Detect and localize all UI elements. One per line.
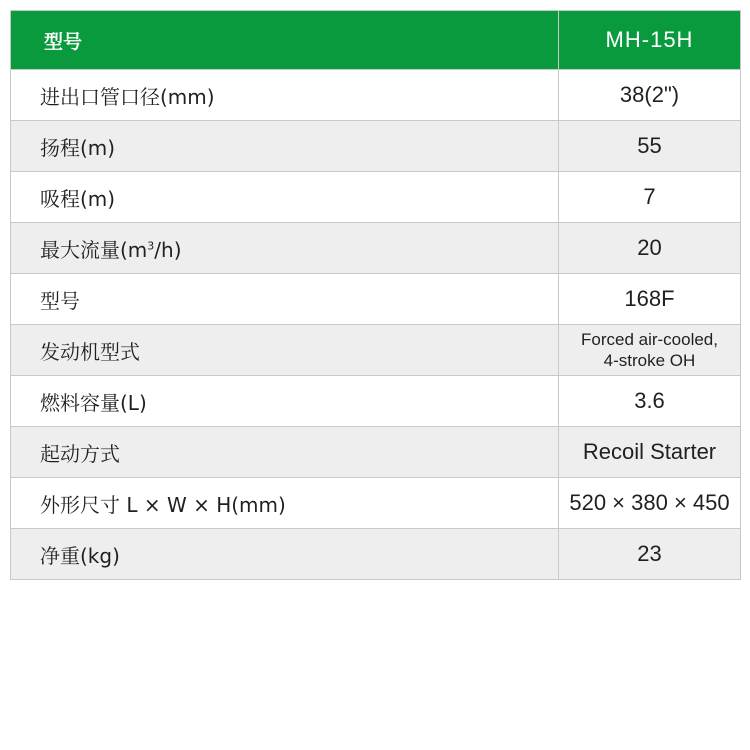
row-label-engine-model: 型号 (11, 274, 559, 325)
table-row (11, 529, 741, 580)
row-value-fuel-capacity: 3.6 (559, 376, 741, 427)
row-label-fuel-capacity: 燃料容量(L) (11, 376, 559, 427)
table-row (11, 376, 741, 427)
row-label-inlet-diameter: 进出口管口径(mm) (11, 70, 559, 121)
table-row (11, 274, 741, 325)
table-row (11, 223, 741, 274)
header-label: 型号 (11, 11, 559, 70)
max-flow-label-pre: 最大流量(m (40, 237, 148, 262)
row-value-start-method: Recoil Starter (559, 427, 741, 478)
row-label-max-flow (11, 223, 559, 274)
row-label-head: 扬程(m) (11, 121, 559, 172)
row-value-dimensions: 520 × 380 × 450 (559, 478, 741, 529)
row-label-suction: 吸程(m) (11, 172, 559, 223)
row-value-engine-type (559, 325, 741, 376)
row-label-start-method: 起动方式 (11, 427, 559, 478)
row-value-inlet-diameter: 38(2") (559, 70, 741, 121)
table-row (11, 70, 741, 121)
engine-type-line1: Forced air-cooled, (580, 330, 718, 349)
row-value-max-flow: 20 (559, 223, 741, 274)
table-row (11, 121, 741, 172)
table-row (11, 325, 741, 376)
header-model: MH-15H (559, 11, 741, 70)
row-label-dimensions: 外形尺寸 L × W × H(mm) (11, 478, 559, 529)
row-value-head: 55 (559, 121, 741, 172)
max-flow-label-post: /h) (154, 237, 182, 262)
max-flow-label-sup: 3 (147, 238, 155, 252)
row-label-net-weight: 净重(kg) (11, 529, 559, 580)
header-row (11, 11, 741, 70)
row-value-engine-model: 168F (559, 274, 741, 325)
spec-table (10, 10, 741, 580)
table-row (11, 172, 741, 223)
table-row (11, 478, 741, 529)
table-row (11, 427, 741, 478)
row-label-engine-type: 发动机型式 (11, 325, 559, 376)
row-value-net-weight: 23 (559, 529, 741, 580)
row-value-suction: 7 (559, 172, 741, 223)
engine-type-line2: 4-stroke OH (603, 351, 696, 370)
